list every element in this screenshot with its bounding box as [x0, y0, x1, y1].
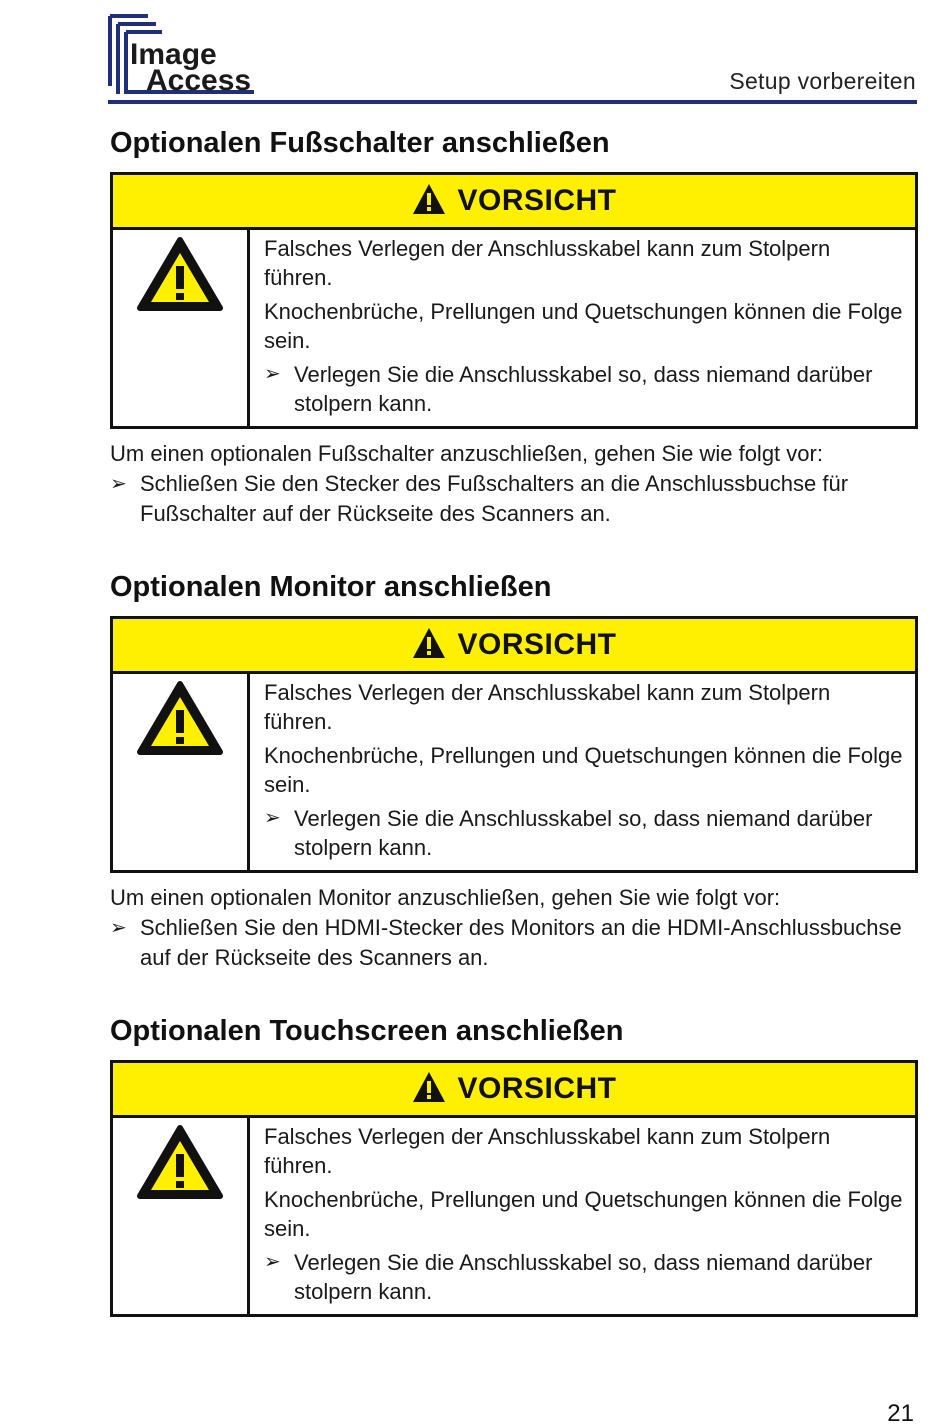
header-divider — [108, 100, 917, 104]
instructions — [110, 883, 918, 973]
warning-triangle-icon — [411, 182, 447, 216]
arrow-bullet-icon: ➢ — [110, 473, 127, 495]
caution-box — [110, 172, 918, 429]
instruction-intro: Um einen optionalen Monitor anzuschließen, gehen Sie wie folgt vor: — [110, 885, 781, 910]
arrow-bullet-icon: ➢ — [110, 917, 127, 939]
section-title: Optionalen Touchscreen anschließen — [110, 1015, 624, 1047]
caution-heading: VORSICHT — [457, 184, 617, 217]
caution-heading: VORSICHT — [457, 1072, 617, 1105]
page-number: 21 — [887, 1400, 914, 1427]
instructions — [110, 439, 918, 529]
warning-triangle-icon — [411, 1070, 447, 1104]
caution-text: Knochenbrüche, Prellungen und Quetschungen können die Folge sein. — [264, 1187, 903, 1241]
logo-text-image: Image — [130, 38, 217, 71]
caution-text: Falsches Verlegen der Anschlusskabel kann zum Stolpern führen. — [264, 1124, 831, 1178]
caution-header — [113, 1063, 915, 1118]
logo-text-access: Access — [146, 64, 252, 97]
step-text: Schließen Sie den HDMI-Stecker des Monitors an die HDMI-Anschlussbuchse auf der Rückseite des Scanners an. — [140, 915, 902, 970]
caution-text: Knochenbrüche, Prellungen und Quetschungen können die Folge sein. — [264, 299, 903, 353]
instruction-intro: Um einen optionalen Fußschalter anzuschließen, gehen Sie wie folgt vor: — [110, 441, 823, 466]
warning-triangle-yellow-icon — [136, 236, 224, 314]
caution-text: Knochenbrüche, Prellungen und Quetschungen können die Folge sein. — [264, 743, 903, 797]
caution-bullet — [264, 360, 903, 418]
warning-triangle-icon — [411, 626, 447, 660]
image-access-logo — [108, 14, 258, 98]
section-title: Optionalen Monitor anschließen — [110, 571, 552, 603]
instruction-step — [110, 913, 918, 973]
instruction-step — [110, 469, 918, 529]
caution-box — [110, 616, 918, 873]
arrow-bullet-icon: ➢ — [264, 1251, 281, 1273]
caution-text: Falsches Verlegen der Anschlusskabel kann zum Stolpern führen. — [264, 680, 831, 734]
section-monitor — [110, 570, 918, 973]
bullet-text: Verlegen Sie die Anschlusskabel so, dass niemand darüber stolpern kann. — [294, 806, 873, 860]
section-footswitch — [110, 126, 918, 529]
bullet-text: Verlegen Sie die Anschlusskabel so, dass niemand darüber stolpern kann. — [294, 362, 873, 416]
step-text: Schließen Sie den Stecker des Fußschalters an die Anschlussbuchse für Fußschalter auf der Rückseite des Scanners an. — [140, 471, 849, 526]
caution-heading: VORSICHT — [457, 628, 617, 661]
warning-triangle-yellow-icon — [136, 680, 224, 758]
section-header-label: Setup vorbereiten — [729, 68, 916, 94]
caution-header — [113, 175, 915, 230]
caution-bullet — [264, 1248, 903, 1306]
logo-mark — [108, 14, 258, 98]
section-title: Optionalen Fußschalter anschließen — [110, 127, 610, 159]
caution-bullet — [264, 804, 903, 862]
arrow-bullet-icon: ➢ — [264, 363, 281, 385]
arrow-bullet-icon: ➢ — [264, 807, 281, 829]
section-touchscreen — [110, 1014, 918, 1317]
caution-header — [113, 619, 915, 674]
warning-triangle-yellow-icon — [136, 1124, 224, 1202]
caution-box — [110, 1060, 918, 1317]
caution-text: Falsches Verlegen der Anschlusskabel kann zum Stolpern führen. — [264, 236, 831, 290]
bullet-text: Verlegen Sie die Anschlusskabel so, dass niemand darüber stolpern kann. — [294, 1250, 873, 1304]
